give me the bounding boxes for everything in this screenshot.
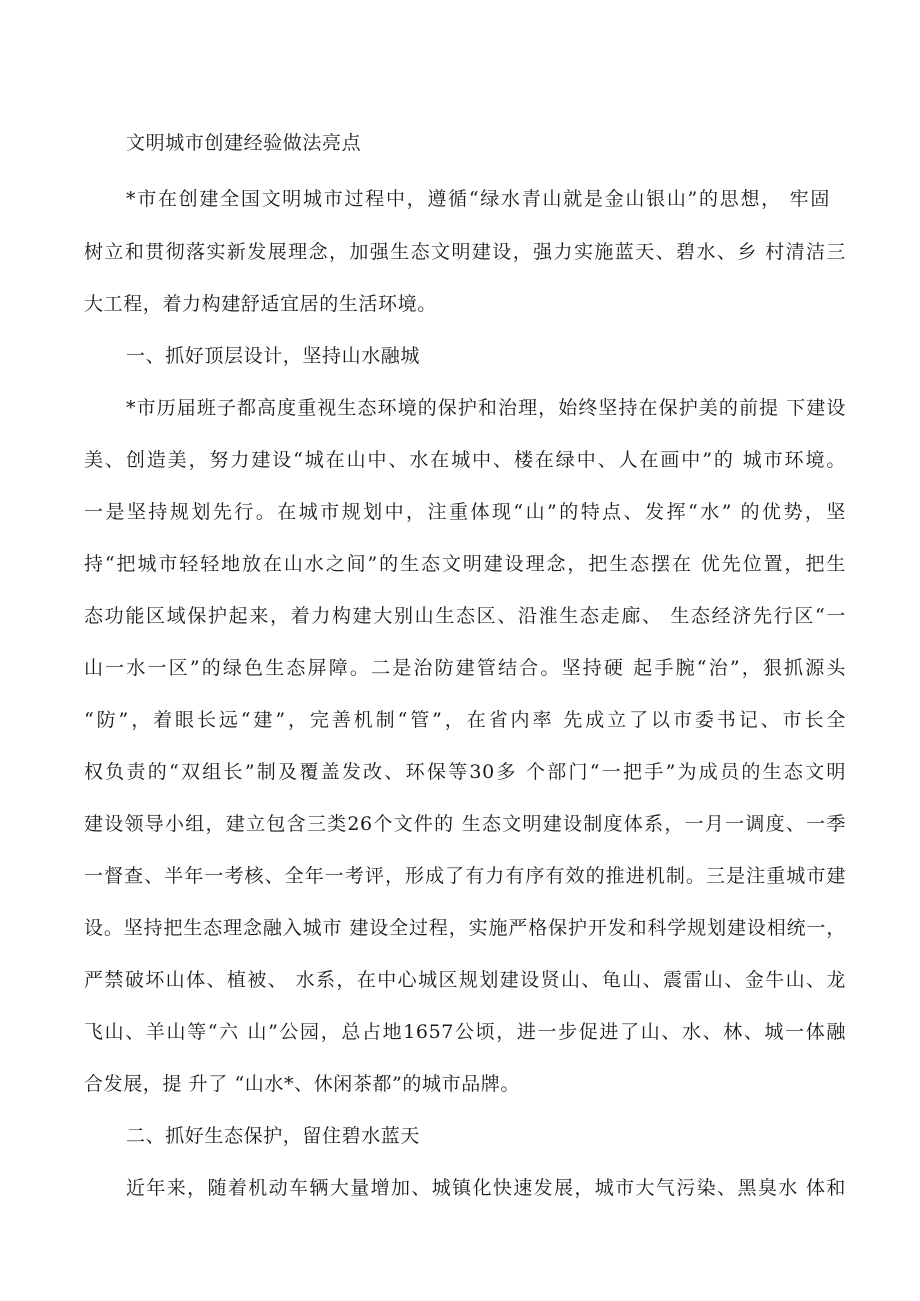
section1-line-2: 美、创造美，努力建设“城在山中、水在城中、楼在绿中、人在画中”的 城市环境。 (84, 449, 846, 471)
intro-line-3: 大工程，着力构建舒适宜居的生活环境。 (84, 293, 437, 315)
intro-line-1: *市在创建全国文明城市过程中，遵循“绿水青山就是金山银山”的思想， 牢固 (126, 188, 830, 210)
section1-line-9: 建设领导小组，建立包含三类26个文件的 生态文明建设制度体系，一月一调度、一季 (84, 813, 846, 835)
section1-line-14: 合发展，提 升了 “山水*、休闲茶都”的城市品牌。 (84, 1073, 521, 1095)
document-title: 文明城市创建经验做法亮点 (126, 132, 362, 154)
section1-line-11: 设。坚持把生态理念融入城市 建设全过程，实施严格保护开发和科学规划建设相统一， (84, 917, 846, 939)
section1-line-1: *市历届班子都高度重视生态环境的保护和治理，始终坚持在保护美的前提 下建设 (126, 397, 846, 419)
intro-line-2: 树立和贯彻落实新发展理念，加强生态文明建设，强力实施蓝天、碧水、乡 村清洁三 (84, 241, 846, 263)
section1-line-5: 态功能区域保护起来，着力构建大别山生态区、沿淮生态走廊、 生态经济先行区“一 (84, 605, 846, 627)
section1-line-8: 权负责的“双组长”制及覆盖发改、环保等30多 个部门“一把手”为成员的生态文明 (84, 761, 846, 783)
section1-heading: 一、抓好顶层设计，坚持山水融城 (126, 345, 421, 367)
section1-line-6: 山一水一区”的绿色生态屏障。二是治防建管结合。坚持硬 起手腕“治”，狠抓源头 (84, 657, 846, 679)
section1-line-7: “防”，着眼长远“建”，完善机制“管”，在省内率 先成立了以市委书记、市长全 (84, 709, 846, 731)
section1-line-12: 严禁破坏山体、植被、 水系，在中心城区规划建设贤山、龟山、震雷山、金牛山、龙 (84, 969, 846, 991)
section1-line-10: 一督查、半年一考核、全年一考评，形成了有力有序有效的推进机制。三是注重城市建 (84, 865, 846, 887)
section1-line-4: 持“把城市轻轻地放在山水之间”的生态文明建设理念，把生态摆在 优先位置，把生 (84, 553, 846, 575)
section2-line-1: 近年来，随着机动车辆大量增加、城镇化快速发展，城市大气污染、黑臭水 体和 (126, 1177, 846, 1199)
section2-heading: 二、抓好生态保护，留住碧水蓝天 (126, 1125, 421, 1147)
section1-line-3: 一是坚持规划先行。在城市规划中，注重体现“山”的特点、发挥“水” 的优势，坚 (84, 501, 846, 523)
section1-line-13: 飞山、羊山等“六 山”公园，总占地1657公顷，进一步促进了山、水、林、城一体融 (84, 1021, 846, 1043)
